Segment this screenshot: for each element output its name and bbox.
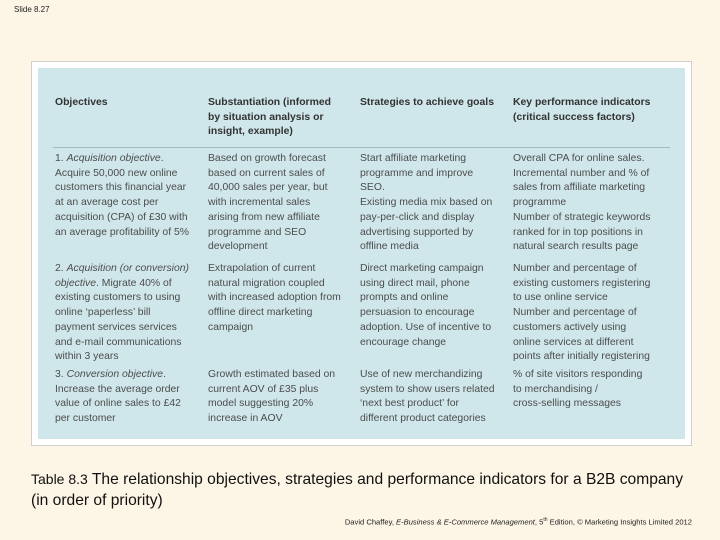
row2-substantiation: Extrapolation of current natural migration coupled with increased adoption from offline direct marketing campaign — [208, 263, 341, 333]
row3-strategies: Use of new merchandizing system to show users related ‘next best product’ for different product categories — [360, 369, 495, 425]
row3-substantiation: Growth estimated based on current AOV of £35 plus model suggesting 20% increase in AOV — [208, 369, 336, 425]
table-figure — [31, 61, 692, 446]
row3-objective: 3. Conversion objective. Increase the average order value of online sales to £42 per customer — [55, 369, 181, 425]
row2-objective: 2. Acquisition (or conversion) objective. Migrate 40% of existing customers to using online ‘paperless’ bill payment services services and e-mail communications within 3 years — [55, 263, 189, 363]
table-caption — [31, 469, 691, 511]
row1-kpis: Overall CPA for online sales. Incremental number and % of sales from affiliate marketing programme Number of strategic keywords ranked for in top positions in natural search results page — [513, 153, 651, 253]
caption-text: The relationship objectives, strategies and performance indicators for a B2B company (in order of priority) — [31, 471, 684, 509]
header-kpis: Key performance indicators (critical success factors) — [513, 97, 651, 123]
row1-substantiation: Based on growth forecast based on current sales of 40,000 sales per year, but with incremental sales arising from new affiliate programme and SEO development — [208, 153, 328, 253]
header-strategies: Strategies to achieve goals — [360, 97, 494, 108]
slide-number: Slide 8.27 — [14, 5, 50, 14]
header-substantiation: Substantiation (informed by situation analysis or insight, example) — [208, 97, 331, 138]
table-panel — [38, 68, 685, 439]
row3-kpis: % of site visitors responding to merchandising / cross-selling messages — [513, 369, 643, 410]
row2-kpis: Number and percentage of existing customers registering to use online service Number and percentage of customers actively using online services at different points after initially registering — [513, 263, 651, 363]
footer-citation: David Chaffey, E-Business & E-Commerce Management, 5th Edition, © Marketing Insights Limited 2012 — [344, 517, 692, 527]
caption-label: Table 8.3 — [31, 471, 88, 487]
row1-objective: 1. Acquisition objective. Acquire 50,000 new online customers this financial year at an average cost per acquisition (CPA) of £30 with an average profitability of 5% — [55, 153, 190, 238]
row2-strategies: Direct marketing campaign using direct mail, phone prompts and online persuasion to encourage adoption. Use of incentive to encourage change — [360, 263, 492, 348]
row1-strategies: Start affiliate marketing programme and improve SEO. Existing media mix based on pay-per-click and display advertising supported by offline media — [360, 153, 493, 253]
header-divider — [53, 147, 670, 148]
header-objectives: Objectives — [55, 97, 108, 108]
